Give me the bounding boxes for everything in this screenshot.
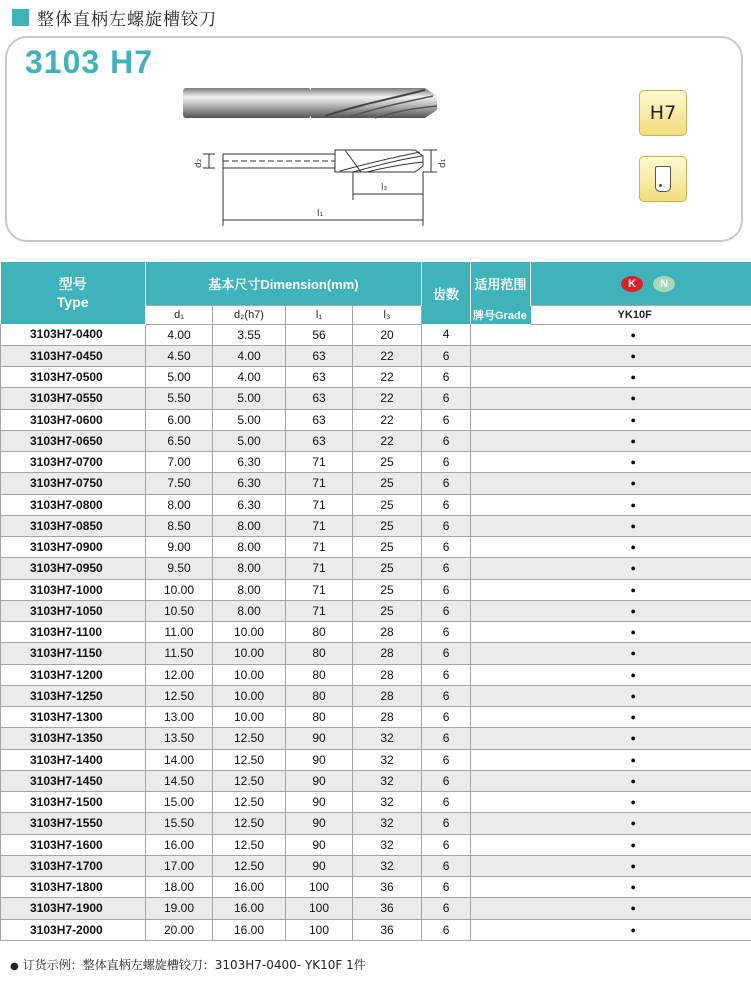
table-row	[1, 515, 751, 536]
table-row	[1, 749, 751, 770]
cell-d1: 5.50	[146, 388, 213, 409]
cell-d2: 12.50	[213, 813, 286, 834]
cell-d2: 8.00	[213, 579, 286, 600]
footer-bullet: ●	[10, 961, 19, 972]
cell-d2: 10.00	[213, 685, 286, 706]
order-example	[10, 956, 366, 973]
cell-type: 3103H7-1700	[1, 855, 146, 876]
cell-d2: 10.00	[213, 707, 286, 728]
cell-type: 3103H7-0800	[1, 494, 146, 515]
cell-d2: 6.30	[213, 473, 286, 494]
cell-l3: 22	[353, 388, 422, 409]
cell-d2: 12.50	[213, 792, 286, 813]
material-n-badge: N	[653, 276, 675, 292]
table-row	[1, 877, 751, 898]
cell-d1: 11.50	[146, 643, 213, 664]
cell-type: 3103H7-1500	[1, 792, 146, 813]
cell-grade-mark: ●	[531, 877, 751, 898]
col-header-dimension: 基本尺寸Dimension(mm)	[146, 262, 422, 305]
cell-l3: 32	[353, 728, 422, 749]
cell-d2: 8.00	[213, 600, 286, 621]
col-header-grade-label: 牌号Grade	[471, 305, 531, 324]
cell-grade-mark: ●	[531, 834, 751, 855]
cell-range	[471, 728, 531, 749]
table-row	[1, 494, 751, 515]
cell-d1: 6.50	[146, 430, 213, 451]
cell-grade-mark: ●	[531, 537, 751, 558]
cell-d2: 5.00	[213, 409, 286, 430]
dim-l3-label: l₃	[381, 183, 388, 193]
cell-teeth: 6	[422, 792, 471, 813]
cell-d2: 6.30	[213, 452, 286, 473]
cell-type: 3103H7-1450	[1, 770, 146, 791]
col-header-teeth: 齿数	[422, 262, 471, 324]
cell-l3: 25	[353, 473, 422, 494]
col-header-l3: l₃	[353, 305, 422, 324]
cell-range	[471, 770, 531, 791]
cell-d2: 12.50	[213, 728, 286, 749]
table-row	[1, 579, 751, 600]
cell-l3: 28	[353, 664, 422, 685]
table-row	[1, 898, 751, 919]
table-row	[1, 770, 751, 791]
table-row	[1, 345, 751, 366]
cell-teeth: 6	[422, 622, 471, 643]
col-header-type-cn: 型号	[58, 276, 87, 292]
cell-teeth: 6	[422, 367, 471, 388]
cell-d1: 8.50	[146, 515, 213, 536]
col-header-grade-value: YK10F	[531, 305, 751, 324]
table-row	[1, 643, 751, 664]
cell-grade-mark: ●	[531, 770, 751, 791]
cell-teeth: 6	[422, 558, 471, 579]
dim-l1-label: l₁	[317, 209, 324, 219]
cell-type: 3103H7-1150	[1, 643, 146, 664]
cell-teeth: 4	[422, 324, 471, 345]
cell-type: 3103H7-0950	[1, 558, 146, 579]
cell-teeth: 6	[422, 685, 471, 706]
cell-l3: 32	[353, 855, 422, 876]
table-row	[1, 685, 751, 706]
product-model: 3103 H7	[25, 44, 153, 80]
cell-d1: 13.00	[146, 707, 213, 728]
coolant-badge	[639, 156, 687, 202]
cell-range	[471, 600, 531, 621]
cell-d2: 12.50	[213, 770, 286, 791]
cell-grade-mark: ●	[531, 367, 751, 388]
cell-l1: 90	[286, 813, 353, 834]
cell-type: 3103H7-2000	[1, 919, 146, 940]
cell-l3: 36	[353, 898, 422, 919]
cell-type: 3103H7-0450	[1, 345, 146, 366]
cell-l1: 63	[286, 367, 353, 388]
cell-d1: 12.00	[146, 664, 213, 685]
reamer-drawing	[175, 86, 615, 266]
cell-type: 3103H7-0550	[1, 388, 146, 409]
header-square-icon	[12, 9, 29, 26]
cell-type: 3103H7-0500	[1, 367, 146, 388]
cell-teeth: 6	[422, 515, 471, 536]
dim-d1-label: d₁	[438, 158, 448, 168]
cell-d2: 12.50	[213, 749, 286, 770]
table-row	[1, 600, 751, 621]
cell-teeth: 6	[422, 770, 471, 791]
table-row	[1, 813, 751, 834]
col-header-range: 适用范围	[471, 262, 531, 305]
cell-range	[471, 664, 531, 685]
cell-grade-mark: ●	[531, 749, 751, 770]
cell-l3: 25	[353, 494, 422, 515]
cell-range	[471, 707, 531, 728]
cell-teeth: 6	[422, 537, 471, 558]
table-row	[1, 728, 751, 749]
cell-type: 3103H7-0650	[1, 430, 146, 451]
cell-l1: 63	[286, 430, 353, 451]
cell-teeth: 6	[422, 643, 471, 664]
spec-table-body	[1, 324, 751, 940]
cell-l1: 80	[286, 685, 353, 706]
cell-range	[471, 579, 531, 600]
cell-d1: 10.00	[146, 579, 213, 600]
cell-d1: 9.00	[146, 537, 213, 558]
cell-teeth: 6	[422, 855, 471, 876]
cell-l3: 25	[353, 515, 422, 536]
cell-d2: 4.00	[213, 345, 286, 366]
cell-d1: 7.00	[146, 452, 213, 473]
cell-d1: 16.00	[146, 834, 213, 855]
cell-type: 3103H7-0850	[1, 515, 146, 536]
cell-l3: 32	[353, 749, 422, 770]
cell-range	[471, 855, 531, 876]
cell-teeth: 6	[422, 664, 471, 685]
cell-range	[471, 494, 531, 515]
cell-type: 3103H7-1300	[1, 707, 146, 728]
cell-range	[471, 409, 531, 430]
cell-l1: 71	[286, 558, 353, 579]
cell-grade-mark: ●	[531, 898, 751, 919]
cell-l1: 80	[286, 707, 353, 728]
cell-grade-mark: ●	[531, 855, 751, 876]
cell-d2: 16.00	[213, 898, 286, 919]
cell-l1: 90	[286, 770, 353, 791]
cell-range	[471, 749, 531, 770]
cell-type: 3103H7-1400	[1, 749, 146, 770]
cell-d1: 8.00	[146, 494, 213, 515]
cell-type: 3103H7-0700	[1, 452, 146, 473]
cell-range	[471, 345, 531, 366]
cell-l3: 25	[353, 558, 422, 579]
cell-range	[471, 622, 531, 643]
table-row	[1, 855, 751, 876]
tool-shape-icon	[655, 166, 671, 192]
cell-teeth: 6	[422, 579, 471, 600]
cell-d2: 10.00	[213, 664, 286, 685]
cell-d2: 16.00	[213, 919, 286, 940]
cell-l3: 28	[353, 643, 422, 664]
tolerance-badge: H7	[639, 90, 687, 136]
cell-type: 3103H7-1900	[1, 898, 146, 919]
product-box	[5, 36, 743, 242]
col-header-l1: l₁	[286, 305, 353, 324]
cell-d2: 12.50	[213, 834, 286, 855]
cell-type: 3103H7-0400	[1, 324, 146, 345]
cell-range	[471, 324, 531, 345]
cell-teeth: 6	[422, 707, 471, 728]
cell-d1: 13.50	[146, 728, 213, 749]
col-header-type-en: Type	[56, 294, 89, 310]
cell-type: 3103H7-1350	[1, 728, 146, 749]
cell-d1: 19.00	[146, 898, 213, 919]
cell-l1: 71	[286, 473, 353, 494]
cell-teeth: 6	[422, 473, 471, 494]
cell-grade-mark: ●	[531, 579, 751, 600]
cell-type: 3103H7-1550	[1, 813, 146, 834]
cell-grade-mark: ●	[531, 643, 751, 664]
cell-range	[471, 792, 531, 813]
table-row	[1, 834, 751, 855]
cell-d1: 14.00	[146, 749, 213, 770]
cell-d1: 4.00	[146, 324, 213, 345]
cell-d2: 5.00	[213, 388, 286, 409]
cell-l1: 90	[286, 749, 353, 770]
cell-l1: 100	[286, 919, 353, 940]
cell-l1: 80	[286, 643, 353, 664]
cell-d2: 8.00	[213, 558, 286, 579]
cell-teeth: 6	[422, 345, 471, 366]
cell-l3: 36	[353, 919, 422, 940]
table-row	[1, 388, 751, 409]
cell-range	[471, 877, 531, 898]
table-row	[1, 537, 751, 558]
cell-grade-mark: ●	[531, 345, 751, 366]
cell-d2: 4.00	[213, 367, 286, 388]
cell-grade-mark: ●	[531, 388, 751, 409]
cell-grade-mark: ●	[531, 409, 751, 430]
col-header-materials	[531, 262, 751, 305]
cell-d2: 8.00	[213, 515, 286, 536]
cell-range	[471, 558, 531, 579]
cell-range	[471, 834, 531, 855]
cell-teeth: 6	[422, 494, 471, 515]
cell-l1: 90	[286, 792, 353, 813]
order-example-text: 订货示例：整体直柄左螺旋槽铰刀：3103H7-0400- YK10F 1件	[22, 958, 366, 972]
cell-d2: 16.00	[213, 877, 286, 898]
cell-range	[471, 537, 531, 558]
table-row	[1, 473, 751, 494]
cell-l1: 71	[286, 537, 353, 558]
cell-l3: 22	[353, 367, 422, 388]
cell-grade-mark: ●	[531, 664, 751, 685]
cell-type: 3103H7-0900	[1, 537, 146, 558]
cell-teeth: 6	[422, 452, 471, 473]
cell-l1: 100	[286, 898, 353, 919]
table-row	[1, 409, 751, 430]
cell-grade-mark: ●	[531, 515, 751, 536]
cell-d1: 7.50	[146, 473, 213, 494]
table-row	[1, 452, 751, 473]
material-k-badge: K	[621, 276, 643, 292]
cell-l3: 25	[353, 452, 422, 473]
cell-range	[471, 813, 531, 834]
cell-d2: 3.55	[213, 324, 286, 345]
cell-l3: 28	[353, 622, 422, 643]
cell-l3: 22	[353, 409, 422, 430]
cell-d1: 11.00	[146, 622, 213, 643]
cell-range	[471, 473, 531, 494]
cell-d2: 12.50	[213, 855, 286, 876]
table-row	[1, 367, 751, 388]
cell-teeth: 6	[422, 813, 471, 834]
cell-d1: 17.00	[146, 855, 213, 876]
cell-grade-mark: ●	[531, 792, 751, 813]
cell-type: 3103H7-1000	[1, 579, 146, 600]
cell-teeth: 6	[422, 409, 471, 430]
cell-grade-mark: ●	[531, 622, 751, 643]
table-row	[1, 792, 751, 813]
cell-teeth: 6	[422, 898, 471, 919]
cell-teeth: 6	[422, 834, 471, 855]
cell-type: 3103H7-1100	[1, 622, 146, 643]
cell-grade-mark: ●	[531, 494, 751, 515]
cell-l1: 56	[286, 324, 353, 345]
cell-type: 3103H7-1200	[1, 664, 146, 685]
cell-type: 3103H7-0750	[1, 473, 146, 494]
cell-l3: 25	[353, 600, 422, 621]
cell-grade-mark: ●	[531, 600, 751, 621]
cell-range	[471, 452, 531, 473]
cell-d2: 5.00	[213, 430, 286, 451]
cell-d1: 6.00	[146, 409, 213, 430]
cell-l1: 90	[286, 834, 353, 855]
cell-d2: 10.00	[213, 622, 286, 643]
cell-l3: 28	[353, 707, 422, 728]
cell-l1: 63	[286, 388, 353, 409]
col-header-d1: d₁	[146, 305, 213, 324]
cell-d1: 18.00	[146, 877, 213, 898]
cell-type: 3103H7-1050	[1, 600, 146, 621]
cell-l3: 25	[353, 537, 422, 558]
cell-d1: 12.50	[146, 685, 213, 706]
cell-l1: 63	[286, 409, 353, 430]
cell-l3: 32	[353, 792, 422, 813]
table-row	[1, 707, 751, 728]
cell-d1: 20.00	[146, 919, 213, 940]
cell-teeth: 6	[422, 430, 471, 451]
cell-l1: 90	[286, 728, 353, 749]
section-header	[12, 4, 217, 30]
cell-type: 3103H7-0600	[1, 409, 146, 430]
cell-d1: 9.50	[146, 558, 213, 579]
cell-range	[471, 367, 531, 388]
table-row	[1, 430, 751, 451]
cell-d2: 8.00	[213, 537, 286, 558]
cell-d2: 6.30	[213, 494, 286, 515]
cell-l1: 71	[286, 452, 353, 473]
cell-grade-mark: ●	[531, 813, 751, 834]
cell-grade-mark: ●	[531, 452, 751, 473]
cell-grade-mark: ●	[531, 473, 751, 494]
col-header-type	[1, 262, 146, 324]
cell-d1: 15.00	[146, 792, 213, 813]
cell-l3: 20	[353, 324, 422, 345]
table-row	[1, 664, 751, 685]
cell-l3: 28	[353, 685, 422, 706]
cell-range	[471, 685, 531, 706]
cell-teeth: 6	[422, 877, 471, 898]
cell-d1: 10.50	[146, 600, 213, 621]
spec-table	[0, 262, 751, 941]
cell-l1: 80	[286, 622, 353, 643]
cell-grade-mark: ●	[531, 430, 751, 451]
col-header-d2: d₂(h7)	[213, 305, 286, 324]
cell-teeth: 6	[422, 388, 471, 409]
cell-l3: 25	[353, 579, 422, 600]
cell-l3: 22	[353, 430, 422, 451]
cell-l1: 90	[286, 855, 353, 876]
cell-range	[471, 643, 531, 664]
dim-d2-label: d₂	[194, 158, 204, 168]
cell-range	[471, 388, 531, 409]
cell-l1: 71	[286, 494, 353, 515]
cell-l1: 63	[286, 345, 353, 366]
cell-type: 3103H7-1250	[1, 685, 146, 706]
cell-grade-mark: ●	[531, 919, 751, 940]
cell-type: 3103H7-1800	[1, 877, 146, 898]
table-row	[1, 919, 751, 940]
cell-range	[471, 898, 531, 919]
table-row	[1, 324, 751, 345]
table-row	[1, 622, 751, 643]
cell-range	[471, 515, 531, 536]
cell-d1: 14.50	[146, 770, 213, 791]
cell-d1: 15.50	[146, 813, 213, 834]
cell-type: 3103H7-1600	[1, 834, 146, 855]
cell-l3: 32	[353, 813, 422, 834]
section-title: 整体直柄左螺旋槽铰刀	[37, 9, 217, 30]
cell-grade-mark: ●	[531, 558, 751, 579]
cell-range	[471, 919, 531, 940]
cell-teeth: 6	[422, 600, 471, 621]
cell-teeth: 6	[422, 919, 471, 940]
cell-l3: 22	[353, 345, 422, 366]
cell-grade-mark: ●	[531, 324, 751, 345]
cell-l1: 100	[286, 877, 353, 898]
cell-l1: 71	[286, 515, 353, 536]
cell-d1: 5.00	[146, 367, 213, 388]
cell-d2: 10.00	[213, 643, 286, 664]
reamer-photo	[183, 88, 437, 118]
cell-l1: 71	[286, 600, 353, 621]
cell-l1: 80	[286, 664, 353, 685]
cell-l1: 71	[286, 579, 353, 600]
cell-teeth: 6	[422, 749, 471, 770]
cell-l3: 32	[353, 834, 422, 855]
table-row	[1, 558, 751, 579]
cell-teeth: 6	[422, 728, 471, 749]
cell-grade-mark: ●	[531, 707, 751, 728]
cell-grade-mark: ●	[531, 685, 751, 706]
cell-grade-mark: ●	[531, 728, 751, 749]
cell-d1: 4.50	[146, 345, 213, 366]
cell-range	[471, 430, 531, 451]
cell-l3: 36	[353, 877, 422, 898]
cell-l3: 32	[353, 770, 422, 791]
